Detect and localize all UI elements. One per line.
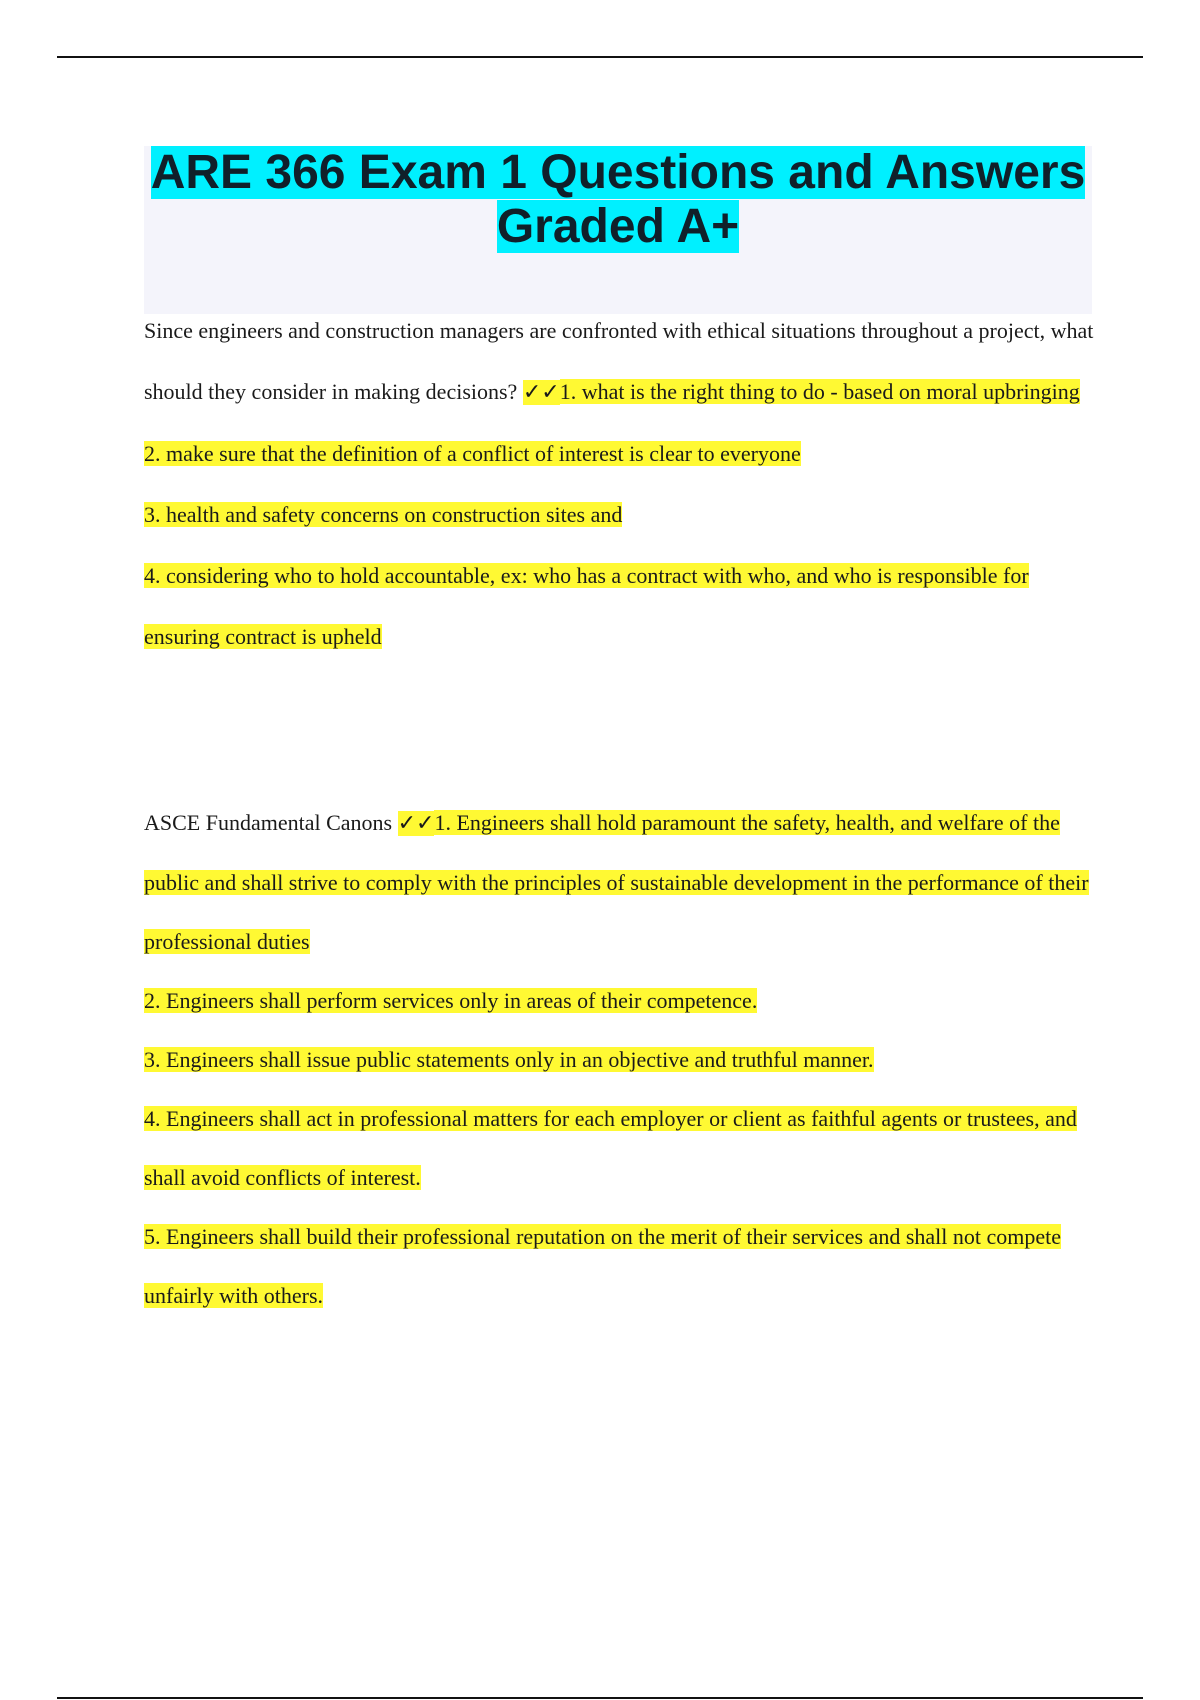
qa-2-answer-item xyxy=(144,1207,1094,1325)
checkmark-icon: ✓✓ xyxy=(522,380,560,405)
checkmark-icon: ✓✓ xyxy=(397,811,435,836)
qa-1-answer-item xyxy=(144,423,1094,484)
qa-2-answer-4: 4. Engineers shall act in professional matters for each employer or client as faithful agents or trustees, and shall avoid conflicts of interest. xyxy=(144,1106,1077,1190)
page-title-text: ARE 366 Exam 1 Questions and Answers Graded A+ xyxy=(150,146,1086,253)
qa-2-answer-item xyxy=(144,1030,1094,1089)
bottom-rule xyxy=(57,1697,1143,1699)
qa-2-answer-5: 5. Engineers shall build their professional reputation on the merit of their services and shall not compete unfairly with others. xyxy=(144,1224,1062,1308)
qa-2-answer-3: 3. Engineers shall issue public statements only in an objective and truthful manner. xyxy=(144,1047,874,1072)
top-rule xyxy=(57,56,1143,58)
qa-1-answer-1: 1. what is the right thing to do - based on moral upbringing xyxy=(559,379,1080,404)
qa-2-question: ASCE Fundamental Canons xyxy=(144,810,393,835)
qa-1-answer-item xyxy=(144,545,1094,667)
qa-1-question-paragraph xyxy=(144,300,1094,423)
qa-2-answer-item xyxy=(144,971,1094,1030)
qa-2-answer-1: 1. Engineers shall hold paramount the safety, health, and welfare of the public and shall strive to comply with the principles of sustainable development in the performance of their professional duties xyxy=(144,810,1089,954)
qa-2-question-paragraph xyxy=(144,793,1094,971)
qa-1-answer-3: 3. health and safety concerns on construction sites and xyxy=(144,502,623,527)
page-title xyxy=(144,146,1092,254)
qa-1-question: Since engineers and construction managers are confronted with ethical situations throughout a project, what should they consider in making decisions? xyxy=(144,318,1094,404)
qa-block-2 xyxy=(144,793,1094,1325)
qa-1-answer-4: 4. considering who to hold accountable, ex: who has a contract with who, and who is responsible for ensuring contract is upheld xyxy=(144,563,1029,649)
qa-2-answer-2: 2. Engineers shall perform services only in areas of their competence. xyxy=(144,988,758,1013)
qa-1-answer-item xyxy=(144,484,1094,545)
qa-2-answer-item xyxy=(144,1089,1094,1207)
title-block xyxy=(144,146,1092,314)
qa-1-answer-2: 2. make sure that the definition of a conflict of interest is clear to everyone xyxy=(144,441,801,466)
qa-block-1 xyxy=(144,300,1094,667)
